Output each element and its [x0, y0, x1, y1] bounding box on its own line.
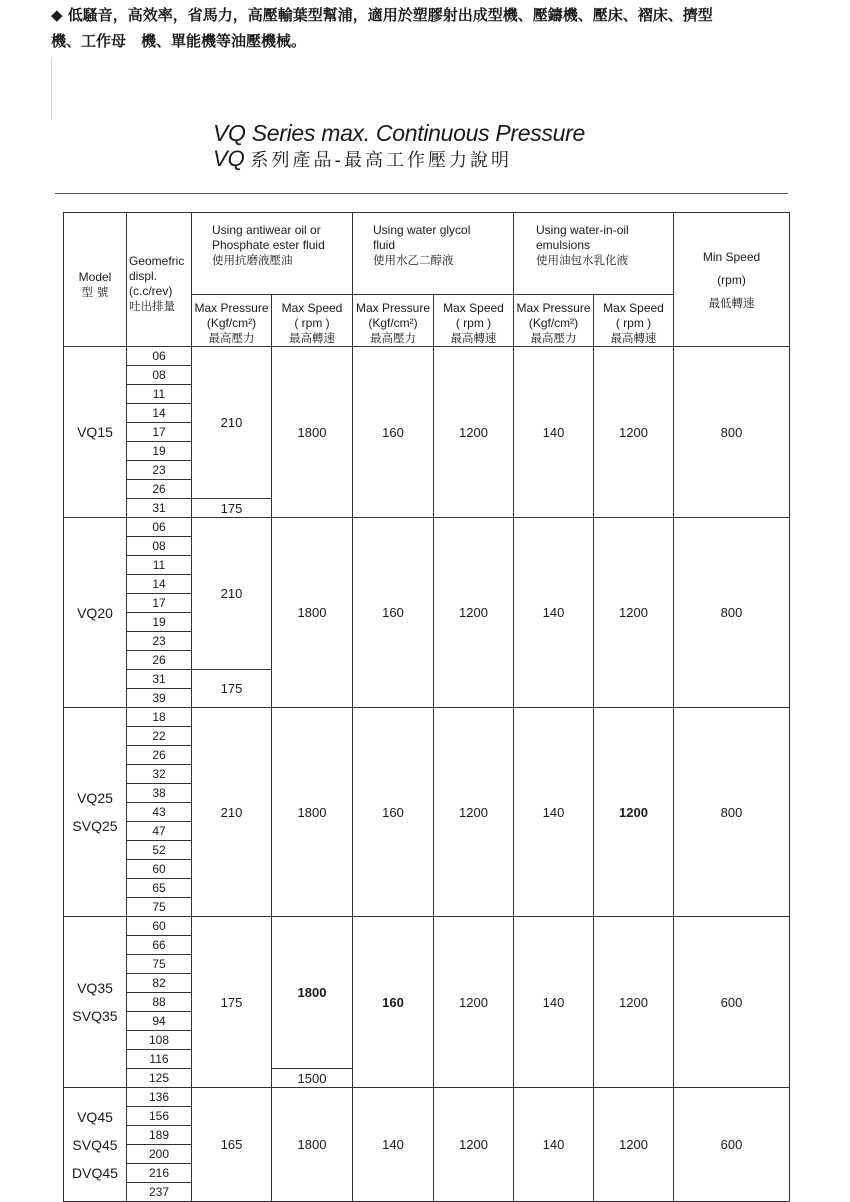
pressure-emulsion: 140: [514, 347, 594, 518]
title-chinese: [213, 146, 512, 172]
disp-cell: 11: [127, 556, 192, 575]
header-ms-zh: 最高轉速: [450, 331, 497, 345]
header-mp-line1: Max Pressure: [516, 301, 591, 315]
header-ms-line1: Max Speed: [281, 301, 343, 315]
disp-cell: 94: [127, 1012, 192, 1031]
speed-glycol: 1200: [434, 518, 514, 708]
pressure-antiwear-reduced: 175: [192, 499, 272, 518]
header-disp-line3: (c.c/rev): [129, 284, 173, 298]
header-disp-line1: Geomefric: [129, 254, 185, 268]
header-mp-line2: (Kgf/cm²): [368, 316, 418, 330]
speed-emulsion: 1200: [594, 518, 674, 708]
min-speed: 600: [674, 1088, 790, 1202]
header-min-speed: [674, 213, 790, 347]
min-speed: 800: [674, 708, 790, 917]
pressure-glycol: 160: [353, 347, 434, 518]
model-vq25: [64, 708, 127, 917]
disp-cell: 52: [127, 841, 192, 860]
disp-cell: 17: [127, 594, 192, 613]
disp-cell: 75: [127, 955, 192, 974]
header-mp-line2: (Kgf/cm²): [206, 316, 257, 330]
disp-cell: 125: [127, 1069, 192, 1088]
speed-glycol: 1200: [434, 917, 514, 1088]
disp-cell: 82: [127, 974, 192, 993]
speed-emulsion: 1200: [594, 1088, 674, 1202]
speed-glycol: 1200: [434, 708, 514, 917]
pressure-antiwear: 210: [192, 347, 272, 499]
header-mp-zh: 最高壓力: [208, 331, 255, 345]
pressure-antiwear: 210: [192, 518, 272, 670]
model-vq35-name: VQ35: [77, 980, 113, 996]
pressure-antiwear: 175: [192, 917, 272, 1088]
disp-cell: 26: [127, 746, 192, 765]
header-g1-zh: 使用抗磨液壓油: [212, 253, 293, 267]
disp-cell: 19: [127, 442, 192, 461]
title-rule: [55, 193, 788, 194]
disp-cell: 23: [127, 461, 192, 480]
disp-cell: 14: [127, 404, 192, 423]
header-min-line1: Min Speed: [702, 250, 761, 264]
speed-emulsion: 1200: [594, 347, 674, 518]
header-mp-zh: 最高壓力: [370, 331, 416, 345]
speed-antiwear: 1800: [272, 518, 353, 708]
disp-cell: 06: [127, 518, 192, 537]
disp-cell: 39: [127, 689, 192, 708]
header-min-zh: 最低轉速: [708, 296, 755, 310]
model-svq25-name: SVQ25: [72, 818, 118, 834]
disp-cell: 31: [127, 670, 192, 689]
title-chinese-text: 系列產品-最高工作壓力說明: [250, 150, 513, 171]
header-disp-line2: displ.: [129, 269, 158, 283]
disp-cell: 108: [127, 1031, 192, 1050]
header-water-in-oil: [514, 213, 674, 295]
header-g1-line2: Phosphate ester fluid: [212, 238, 325, 252]
speed-antiwear: 1800: [272, 1088, 353, 1202]
header-ms-line1: Max Speed: [443, 301, 504, 315]
pressure-emulsion: 140: [514, 1088, 594, 1202]
disp-cell: 06: [127, 347, 192, 366]
header-mp-line2: (Kgf/cm²): [528, 316, 579, 330]
header-max-speed: [272, 295, 353, 347]
disp-cell: 216: [127, 1164, 192, 1183]
header-ms-zh: 最高轉速: [610, 331, 657, 345]
min-speed: 800: [674, 347, 790, 518]
header-ms-zh: 最高轉速: [289, 331, 335, 345]
model-svq35-name: SVQ35: [72, 1008, 118, 1024]
disp-cell: 75: [127, 898, 192, 917]
model-dvq45-name: DVQ45: [72, 1164, 118, 1181]
pressure-glycol: 140: [353, 1088, 434, 1202]
header-max-speed: [594, 295, 674, 347]
pressure-glycol: 160: [353, 708, 434, 917]
disp-cell: 189: [127, 1126, 192, 1145]
speed-emulsion: 1200: [594, 708, 674, 917]
speed-glycol: 1200: [434, 1088, 514, 1202]
header-ms-line2: ( rpm ): [294, 316, 330, 330]
speed-antiwear: 1800: [272, 347, 353, 518]
pressure-antiwear-reduced: 175: [192, 670, 272, 708]
model-vq45-name: VQ45: [77, 1108, 113, 1125]
header-g1-line1: Using antiwear oil or: [212, 223, 321, 237]
disp-cell: 26: [127, 480, 192, 499]
model-vq35: [64, 917, 127, 1088]
header-g2-line2: fluid: [373, 238, 396, 252]
disp-cell: 31: [127, 499, 192, 518]
header-model: [64, 213, 127, 347]
header-g2-zh: 使用水乙二醇液: [373, 253, 454, 267]
header-min-line2: (rpm): [717, 273, 746, 287]
pressure-antiwear: 165: [192, 1088, 272, 1202]
header-max-pressure: [192, 295, 272, 347]
disp-cell: 43: [127, 803, 192, 822]
pressure-emulsion: 140: [514, 708, 594, 917]
disp-cell: 116: [127, 1050, 192, 1069]
disp-cell: 38: [127, 784, 192, 803]
speed-antiwear-reduced: 1500: [272, 1069, 353, 1088]
header-g3-zh: 使用油包水乳化液: [536, 253, 628, 267]
disp-cell: 22: [127, 727, 192, 746]
disp-cell: 11: [127, 385, 192, 404]
speed-emulsion: 1200: [594, 917, 674, 1088]
header-g3-line2: emulsions: [536, 238, 591, 252]
intro-line-1: ◆ 低騷音，高效率，省馬力，高壓輸葉型幫浦，適用於塑膠射出成型機、壓鑄機、壓床、褶床、擠型: [51, 6, 713, 24]
pressure-glycol: 160: [353, 917, 434, 1088]
header-disp-zh: 吐出排量: [129, 299, 175, 313]
disp-cell: 237: [127, 1183, 192, 1202]
disp-cell: 200: [127, 1145, 192, 1164]
pressure-emulsion: 140: [514, 518, 594, 708]
disp-cell: 26: [127, 651, 192, 670]
disp-cell: 23: [127, 632, 192, 651]
intro-text: [51, 2, 786, 54]
model-vq20: VQ20: [64, 518, 127, 708]
pressure-antiwear: 210: [192, 708, 272, 917]
disp-cell: 08: [127, 537, 192, 556]
header-model-en: Model: [78, 270, 112, 284]
header-ms-line2: ( rpm ): [615, 316, 652, 330]
disp-cell: 08: [127, 366, 192, 385]
header-displacement: [127, 213, 192, 347]
header-model-zh: 型 號: [81, 285, 109, 299]
min-speed: 800: [674, 518, 790, 708]
title-chinese-prefix: VQ: [213, 146, 245, 171]
header-g2-line1: Using water glycol: [373, 223, 471, 237]
header-mp-line1: Max Pressure: [194, 301, 269, 315]
disp-cell: 19: [127, 613, 192, 632]
header-max-pressure: [353, 295, 434, 347]
disp-cell: 32: [127, 765, 192, 784]
pressure-glycol: 160: [353, 518, 434, 708]
header-g3-line1: Using water-in-oil: [536, 223, 629, 237]
speed-antiwear: 1800: [272, 917, 353, 1069]
disp-cell: 47: [127, 822, 192, 841]
header-max-pressure: [514, 295, 594, 347]
disp-cell: 14: [127, 575, 192, 594]
header-max-speed: [434, 295, 514, 347]
disp-cell: 60: [127, 917, 192, 936]
model-vq25-name: VQ25: [77, 790, 113, 806]
margin-line: [51, 58, 52, 120]
header-water-glycol: [353, 213, 514, 295]
pressure-spec-table: [63, 212, 790, 1202]
disp-cell: 66: [127, 936, 192, 955]
header-antiwear-oil: [192, 213, 353, 295]
model-svq45-name: SVQ45: [72, 1136, 118, 1153]
intro-line-2: 機、工作母 機、單能機等油壓機械。: [51, 32, 307, 50]
disp-cell: 156: [127, 1107, 192, 1126]
disp-cell: 136: [127, 1088, 192, 1107]
disp-cell: 18: [127, 708, 192, 727]
header-mp-zh: 最高壓力: [530, 331, 577, 345]
min-speed: 600: [674, 917, 790, 1088]
speed-glycol: 1200: [434, 347, 514, 518]
disp-cell: 88: [127, 993, 192, 1012]
model-vq15: VQ15: [64, 347, 127, 518]
disp-cell: 17: [127, 423, 192, 442]
pressure-emulsion: 140: [514, 917, 594, 1088]
header-ms-line2: ( rpm ): [455, 316, 492, 330]
speed-antiwear: 1800: [272, 708, 353, 917]
disp-cell: 65: [127, 879, 192, 898]
disp-cell: 60: [127, 860, 192, 879]
model-vq45: [64, 1088, 127, 1202]
header-ms-line1: Max Speed: [603, 301, 664, 315]
title-english: VQ Series max. Continuous Pressure: [213, 120, 586, 146]
header-mp-line1: Max Pressure: [355, 301, 431, 315]
